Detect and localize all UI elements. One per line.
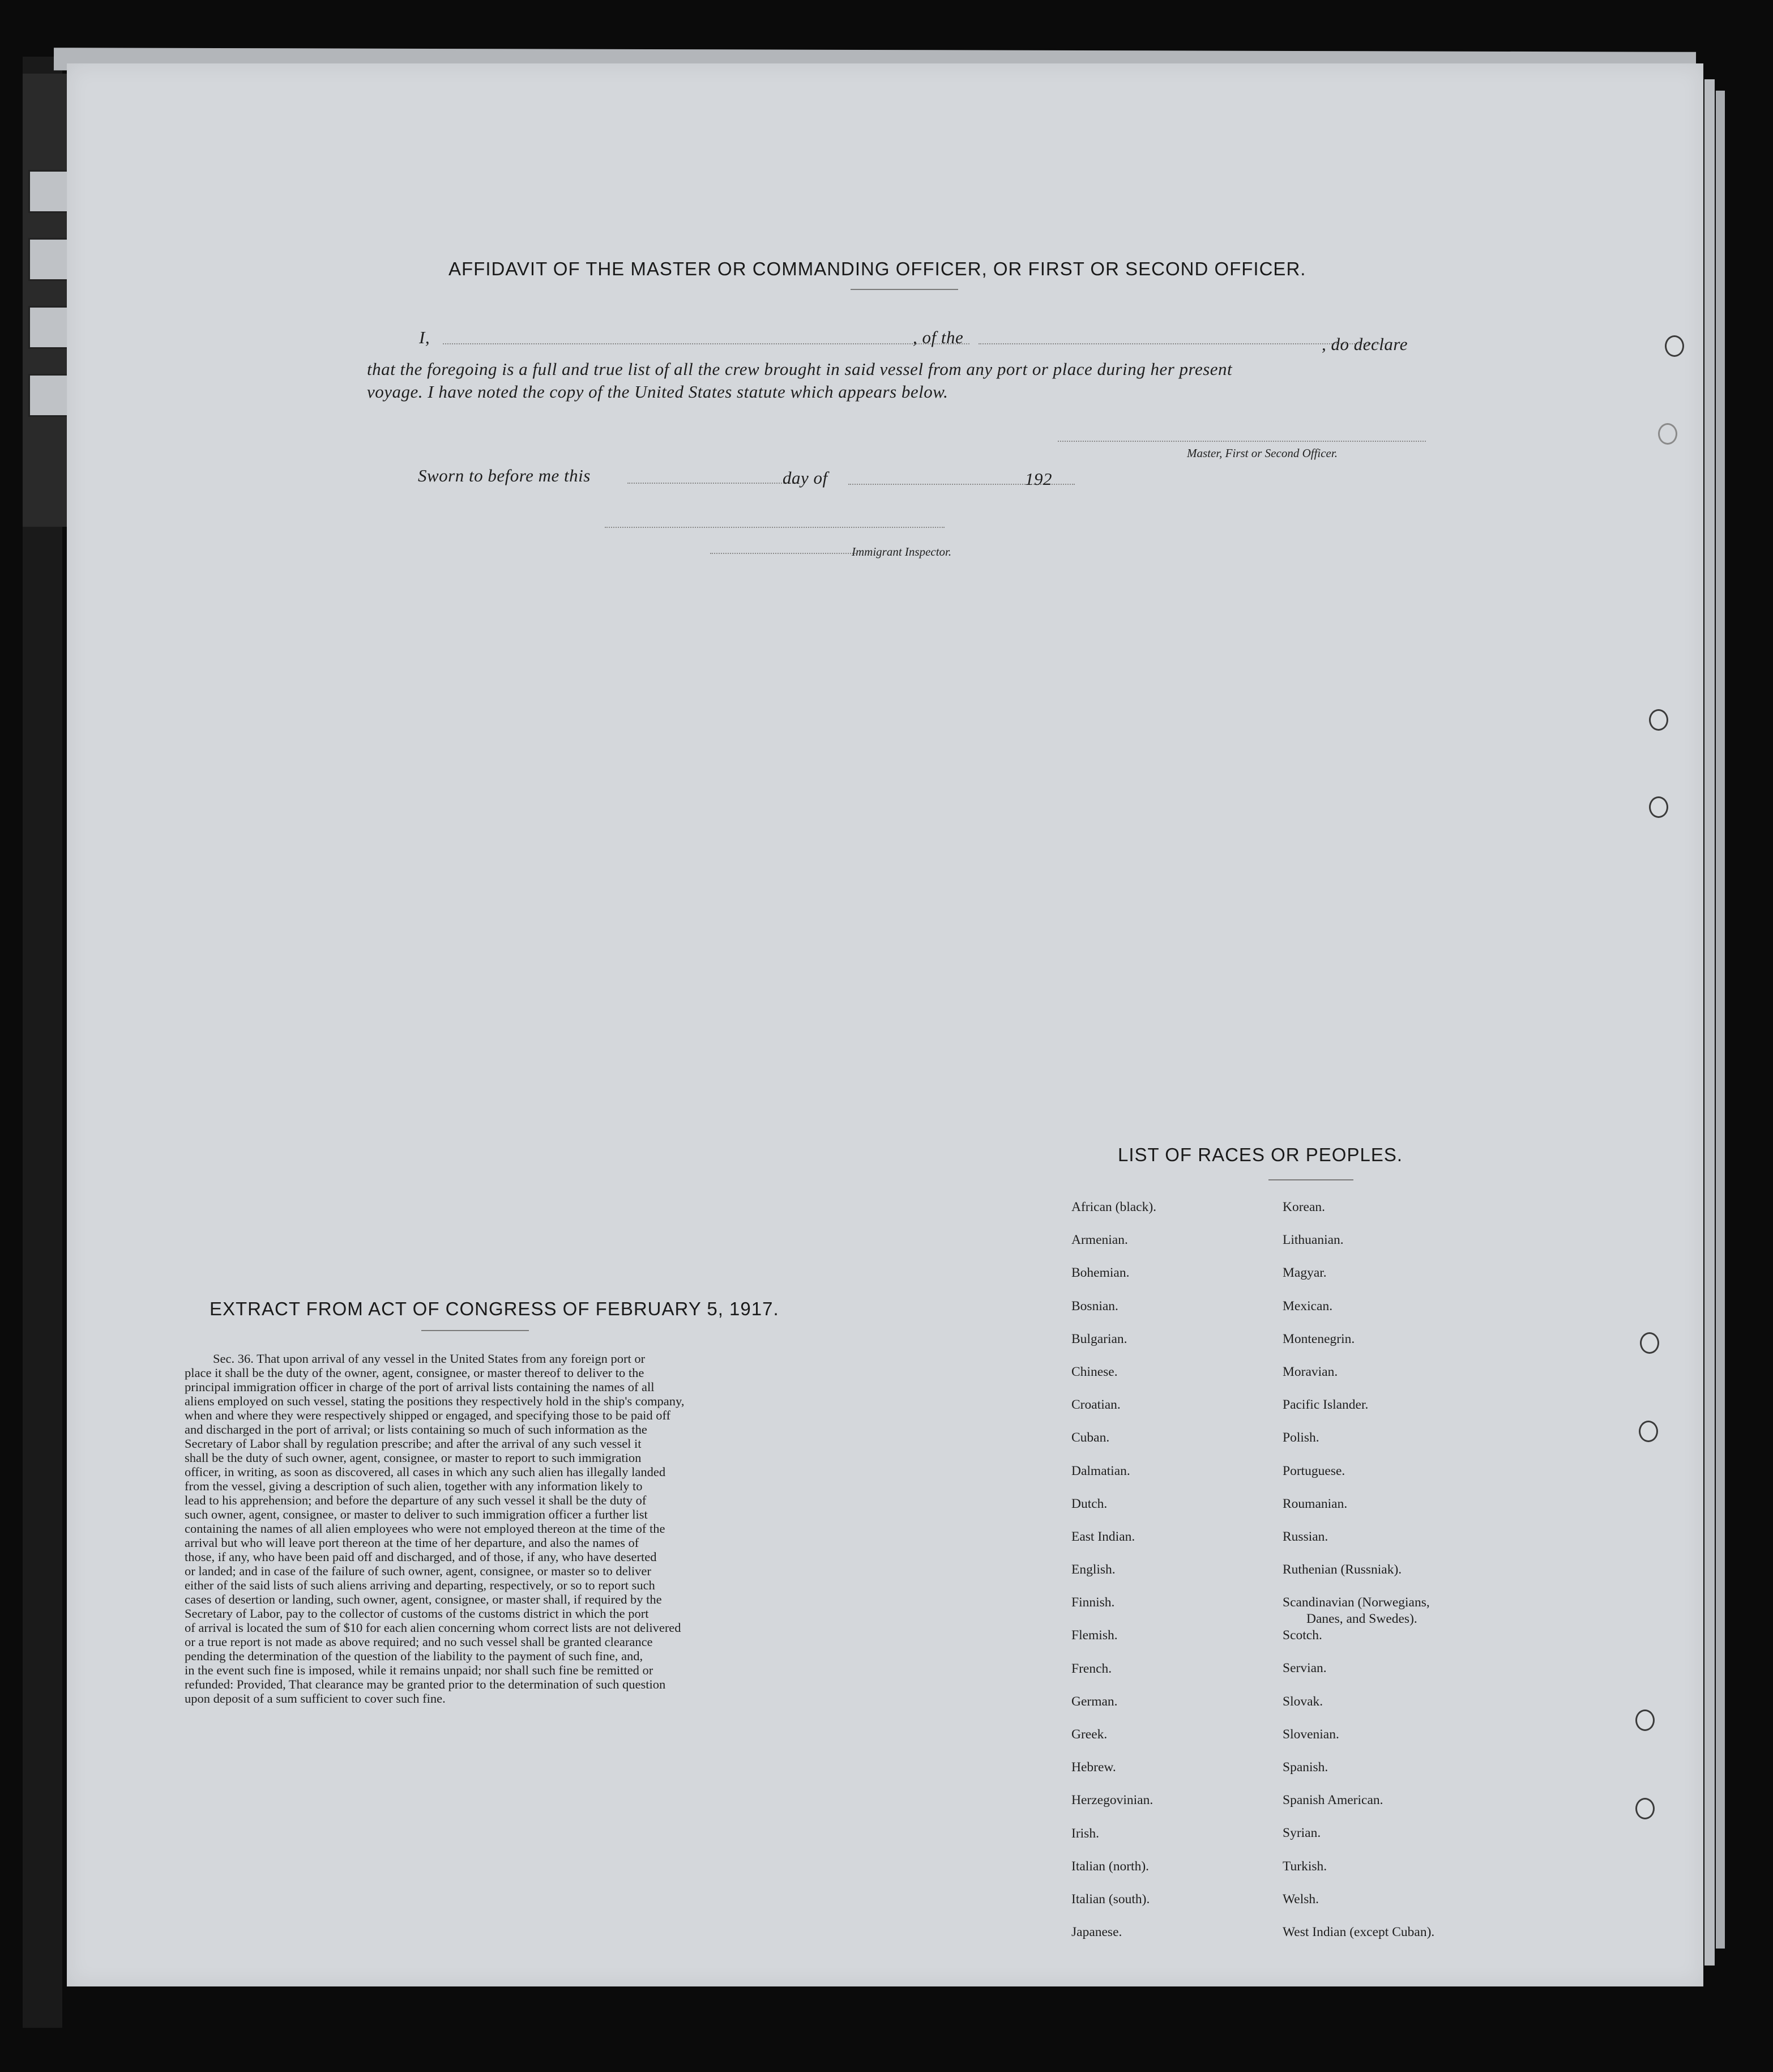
race-item: Dutch. xyxy=(1071,1496,1108,1511)
extract-line: or a true report is not made as above required; and no such vessel shall be granted clearance xyxy=(185,1635,653,1649)
extract-line: upon deposit of a sum sufficient to cover such fine. xyxy=(185,1691,446,1706)
race-item: Portuguese. xyxy=(1283,1463,1345,1478)
page-stack-right-edge-2 xyxy=(1716,91,1725,1949)
extract-line: refunded: Provided, That clearance may be granted prior to the determination of such question xyxy=(185,1677,666,1691)
race-item: Scandinavian (Norwegians, xyxy=(1283,1595,1430,1610)
race-item: Cuban. xyxy=(1071,1430,1110,1446)
extract-title-rule xyxy=(421,1330,529,1331)
binder-hole xyxy=(1665,335,1684,357)
extract-line: such owner, agent, consignee, or master to deliver to such immigration officer a further list xyxy=(185,1507,648,1521)
race-item: Scotch. xyxy=(1283,1628,1322,1643)
extract-line: place it shall be the duty of the owner, agent, consignee, or master thereof to deliver to the xyxy=(185,1366,644,1380)
affidavit-line1-mid: , of the xyxy=(913,327,964,347)
extract-title: EXTRACT FROM ACT OF CONGRESS OF FEBRUARY 5, 1917. xyxy=(210,1298,779,1319)
extract-line: those, if any, who have been paid off and discharged, and of those, if any, who have deserted xyxy=(185,1550,657,1564)
extract-line: shall be the duty of such owner, agent, consignee, or master to report to such immigration xyxy=(185,1451,642,1465)
extract-line: aliens employed on such vessel, stating the positions they respectively hold in the ship's company, xyxy=(185,1394,685,1408)
race-item: Servian. xyxy=(1283,1661,1327,1676)
race-item: Bulgarian. xyxy=(1071,1331,1127,1346)
race-item: Herzegovinian. xyxy=(1071,1793,1153,1808)
sworn-day-label: day of xyxy=(783,468,828,488)
extract-line: Secretary of Labor, pay to the collector of customs of the customs district in which the port xyxy=(185,1606,649,1621)
race-item: Dalmatian. xyxy=(1071,1463,1130,1478)
race-item: Spanish. xyxy=(1283,1760,1328,1775)
affidavit-line1-start: I, xyxy=(419,327,430,347)
race-item: Italian (north). xyxy=(1071,1858,1150,1874)
race-item: French. xyxy=(1071,1661,1112,1676)
affidavit-line2: that the foregoing is a full and true list of all the crew brought in said vessel from any port or place during her present xyxy=(367,359,1233,379)
extract-line: arrival but who will leave port thereon at the time of her departure, and also the names of xyxy=(185,1536,639,1550)
race-item: West Indian (except Cuban). xyxy=(1283,1924,1435,1939)
binder-hole xyxy=(1635,1709,1655,1731)
affidavit-title-rule xyxy=(851,289,958,290)
extract-line: pending the determination of the question of the liability to the payment of such fine, and, xyxy=(185,1649,643,1663)
race-item: Syrian. xyxy=(1283,1826,1321,1841)
extract-line: Secretary of Labor shall by regulation prescribe; and after the arrival of any such vessel it xyxy=(185,1436,642,1451)
race-item: Polish. xyxy=(1283,1430,1319,1446)
manifest-page xyxy=(67,63,1703,1986)
race-item: Danes, and Swedes). xyxy=(1306,1611,1417,1627)
race-item: Hebrew. xyxy=(1071,1760,1116,1775)
races-right-column xyxy=(1283,1200,1434,1958)
inspector-label: Immigrant Inspector. xyxy=(852,545,952,558)
race-item: Welsh. xyxy=(1283,1891,1319,1907)
name-blank xyxy=(443,343,969,344)
race-item: Russian. xyxy=(1283,1529,1328,1544)
extract-line: or landed; and in case of the failure of such owner, agent, consignee, or master so to deliver xyxy=(185,1564,651,1578)
extract-line: containing the names of all alien employees who were not employed thereon at the time of the xyxy=(185,1521,665,1536)
officer-signature-blank xyxy=(1058,441,1426,442)
race-item: Korean. xyxy=(1283,1200,1326,1214)
binder-hole xyxy=(1639,1421,1658,1442)
race-item: Pacific Islander. xyxy=(1283,1397,1369,1413)
binder-hole xyxy=(1658,423,1677,445)
race-item: Roumanian. xyxy=(1283,1496,1348,1511)
extract-line: and discharged in the port of arrival; or lists containing so much of such information as the xyxy=(185,1422,647,1436)
race-item: German. xyxy=(1071,1694,1118,1709)
extract-line: principal immigration officer in charge of the port of arrival lists containing the names of all xyxy=(185,1380,655,1394)
extract-line: lead to his apprehension; and before the departure of any such vessel it shall be the duty of xyxy=(185,1493,647,1507)
index-tab-strip xyxy=(23,74,71,527)
races-title: LIST OF RACES OR PEOPLES. xyxy=(1118,1144,1403,1165)
inspector-line xyxy=(710,553,857,554)
race-item: Greek. xyxy=(1071,1727,1108,1742)
race-item: Mexican. xyxy=(1283,1298,1333,1314)
race-item: Italian (south). xyxy=(1071,1891,1150,1907)
race-item: Montenegrin. xyxy=(1283,1331,1355,1346)
extract-line: either of the said lists of such aliens arriving and departing, respectively, or so to report such xyxy=(185,1578,655,1592)
race-item: Turkish. xyxy=(1283,1858,1327,1874)
sworn-year: 192 xyxy=(1025,469,1052,489)
race-item: Magyar. xyxy=(1283,1265,1327,1281)
race-item: Finnish. xyxy=(1071,1595,1115,1610)
race-item: Lithuanian. xyxy=(1283,1233,1344,1248)
race-item: Spanish American. xyxy=(1283,1793,1383,1808)
extract-line: from the vessel, giving a description of such alien, together with any information likely to xyxy=(185,1479,643,1493)
races-title-rule xyxy=(1268,1179,1353,1180)
race-item: Armenian. xyxy=(1071,1233,1128,1248)
sworn-statement: Sworn to before me this xyxy=(418,466,591,485)
race-item: Irish. xyxy=(1071,1826,1099,1841)
sworn-day-blank xyxy=(627,483,797,484)
affidavit-line1-end: , do declare xyxy=(1322,334,1408,354)
affidavit-line3: voyage. I have noted the copy of the United States statute which appears below. xyxy=(367,382,949,402)
extract-line: officer, in writing, as soon as discovered, all cases in which any such alien has illegally landed xyxy=(185,1465,666,1479)
binder-hole xyxy=(1649,709,1668,731)
page-stack-right-edge xyxy=(1704,79,1715,1966)
race-item: English. xyxy=(1071,1562,1116,1578)
race-item: Chinese. xyxy=(1071,1364,1118,1379)
binder-hole xyxy=(1635,1798,1655,1819)
extract-line: in the event such fine is imposed, while it remains unpaid; nor shall such fine be remitted or xyxy=(185,1663,653,1677)
extract-line: Sec. 36. That upon arrival of any vessel in the United States from any foreign port or xyxy=(213,1352,646,1366)
race-item: Flemish. xyxy=(1071,1628,1118,1643)
race-item: Slovenian. xyxy=(1283,1726,1339,1742)
race-item: Japanese. xyxy=(1071,1925,1122,1940)
signature-label: Master, First or Second Officer. xyxy=(1187,446,1338,460)
extract-line: of arrival is located the sum of $10 for each alien concerning whom correct lists are not delivered xyxy=(185,1621,681,1635)
race-item: Ruthenian (Russniak). xyxy=(1283,1562,1402,1578)
race-item: Bohemian. xyxy=(1071,1265,1130,1281)
binder-hole xyxy=(1640,1332,1659,1354)
race-item: Slovak. xyxy=(1283,1694,1323,1709)
extract-body xyxy=(185,1352,898,1706)
extract-line: when and where they were respectively shipped or engaged, and specifying those to be paid off xyxy=(185,1408,671,1422)
affidavit-title: AFFIDAVIT OF THE MASTER OR COMMANDING OFFICER, OR FIRST OR SECOND OFFICER. xyxy=(448,258,1306,279)
races-left-column xyxy=(1071,1200,1156,1958)
race-item: African (black). xyxy=(1071,1200,1157,1214)
race-item: East Indian. xyxy=(1071,1529,1135,1544)
inspector-signature-blank xyxy=(605,527,945,528)
race-item: Moravian. xyxy=(1283,1364,1338,1379)
race-item: Croatian. xyxy=(1071,1397,1121,1413)
race-item: Bosnian. xyxy=(1071,1298,1118,1314)
binder-hole xyxy=(1649,796,1668,818)
extract-line: cases of desertion or landing, such owner, agent, consignee, or master shall, if required by the xyxy=(185,1592,662,1606)
